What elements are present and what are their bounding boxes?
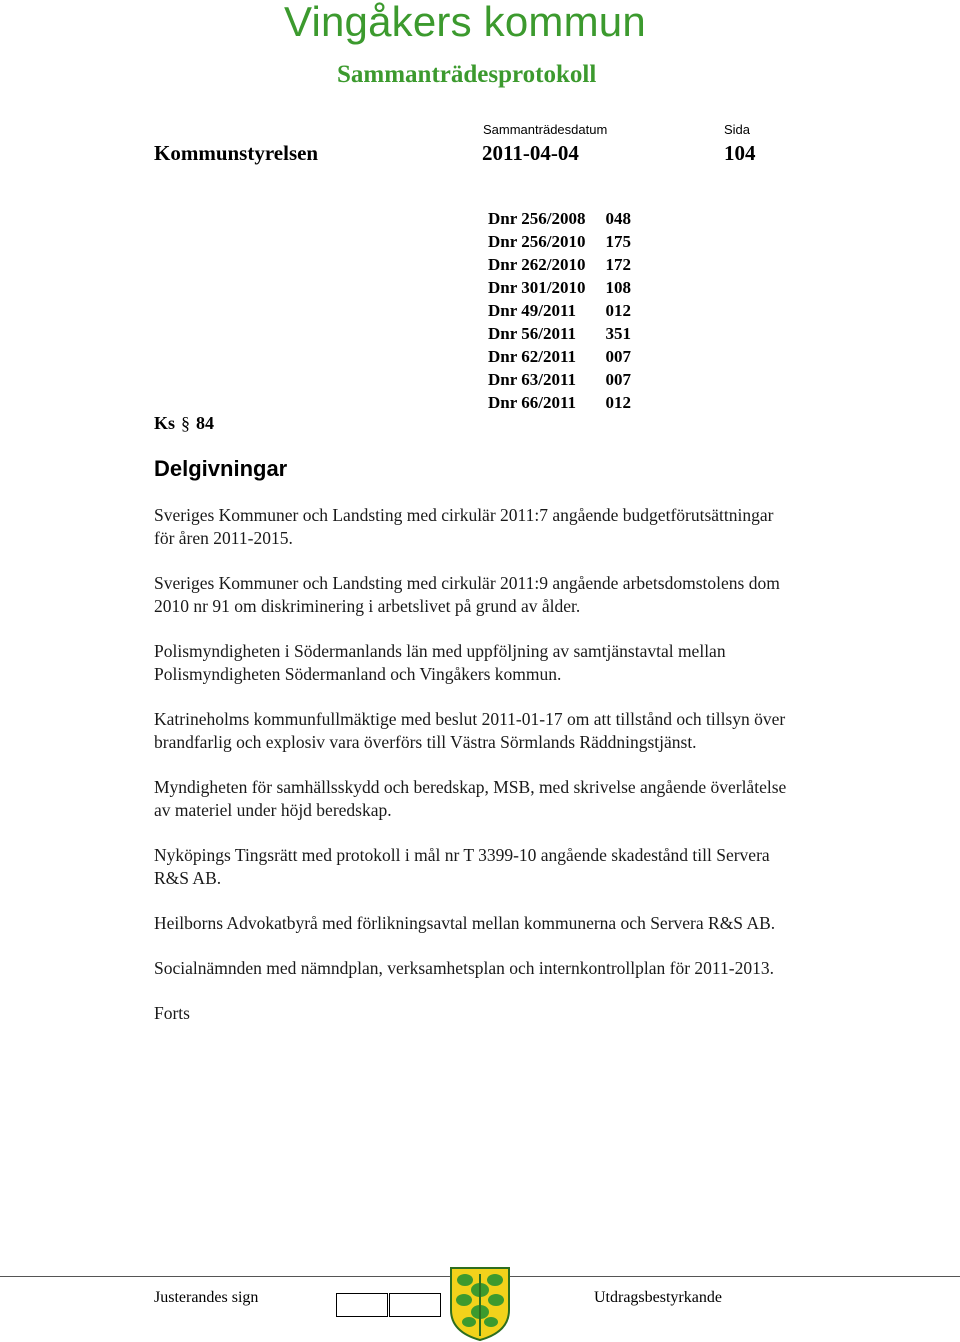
signature-box [389, 1293, 441, 1317]
case-number-value: 84 [196, 413, 215, 433]
dnr-row [488, 253, 631, 276]
case-prefix: Ks [154, 413, 176, 433]
dnr-code: 007 [605, 347, 631, 366]
document-type: Sammanträdesprotokoll [337, 61, 597, 88]
case-number [154, 413, 214, 434]
paragraph: Heilborns Advokatbyrå med förlikningsavtal mellan kommunerna och Servera R&S AB. [154, 913, 776, 933]
section-heading: Delgivningar [154, 456, 288, 481]
dnr-number: Dnr 62/2011 [488, 347, 577, 366]
paragraph-symbol: § [181, 413, 191, 433]
paragraph: Socialnämnden med nämndplan, verksamhetsplan och internkontrollplan för 2011-2013. [154, 958, 774, 978]
dnr-row [488, 299, 631, 322]
dnr-number: Dnr 56/2011 [488, 324, 577, 343]
date-label: Sammanträdesdatum [483, 122, 608, 137]
footer-utdragsbestyrkande: Utdragsbestyrkande [594, 1289, 722, 1306]
dnr-number: Dnr 256/2010 [488, 232, 586, 251]
paragraph: Sveriges Kommuner och Landsting med cirkulär 2011:7 angående budgetförutsättningar för åren 2011-2015. [154, 505, 774, 548]
dnr-code: 048 [605, 209, 631, 228]
paragraph: Polismyndigheten i Södermanlands län med uppföljning av samtjänstavtal mellan Polismyndigheten Södermanland och Vingåkers kommun. [154, 641, 726, 684]
dnr-number: Dnr 262/2010 [488, 255, 586, 274]
dnr-code: 012 [605, 301, 631, 320]
paragraph: Myndigheten för samhällsskydd och beredskap, MSB, med skrivelse angående överlåtelse av materiel under höjd beredskap. [154, 777, 787, 820]
body-name: Kommunstyrelsen [154, 141, 319, 165]
dnr-code: 172 [605, 255, 631, 274]
dnr-code: 108 [605, 278, 631, 297]
meeting-date: 2011-04-04 [482, 141, 579, 165]
dnr-code: 007 [605, 370, 631, 389]
page-label: Sida [724, 122, 751, 137]
dnr-row [488, 230, 631, 253]
dnr-list [488, 207, 631, 414]
dnr-row [488, 345, 631, 368]
page-number: 104 [724, 141, 756, 165]
dnr-code: 175 [605, 232, 631, 251]
signature-box [336, 1293, 388, 1317]
organization-name: Vingåkers kommun [284, 0, 646, 45]
paragraph: Nyköpings Tingsrätt med protokoll i mål nr T 3399-10 angående skadestånd till Servera R&S AB. [154, 845, 770, 888]
dnr-number: Dnr 66/2011 [488, 393, 577, 412]
paragraph: Sveriges Kommuner och Landsting med cirkulär 2011:9 angående arbetsdomstolens dom 2010 nr 91 om diskriminering i arbetslivet på grund av ålder. [154, 573, 780, 616]
dnr-row [488, 368, 631, 391]
dnr-code: 351 [605, 324, 631, 343]
municipality-coat-of-arms-icon [449, 1266, 511, 1342]
dnr-row [488, 322, 631, 345]
dnr-number: Dnr 49/2011 [488, 301, 577, 320]
dnr-number: Dnr 63/2011 [488, 370, 577, 389]
dnr-row [488, 207, 631, 230]
body-text [154, 504, 794, 1047]
paragraph: Katrineholms kommunfullmäktige med beslut 2011-01-17 om att tillstånd och tillsyn över brandfarlig och explosiv vara överförs till Västra Sörmlands Räddningstjänst. [154, 709, 786, 752]
dnr-number: Dnr 256/2008 [488, 209, 586, 228]
dnr-row [488, 391, 631, 414]
dnr-row [488, 276, 631, 299]
dnr-code: 012 [605, 393, 631, 412]
dnr-number: Dnr 301/2010 [488, 278, 586, 297]
footer-justerandes-sign: Justerandes sign [154, 1289, 259, 1306]
continued-note: Forts [154, 1003, 190, 1023]
